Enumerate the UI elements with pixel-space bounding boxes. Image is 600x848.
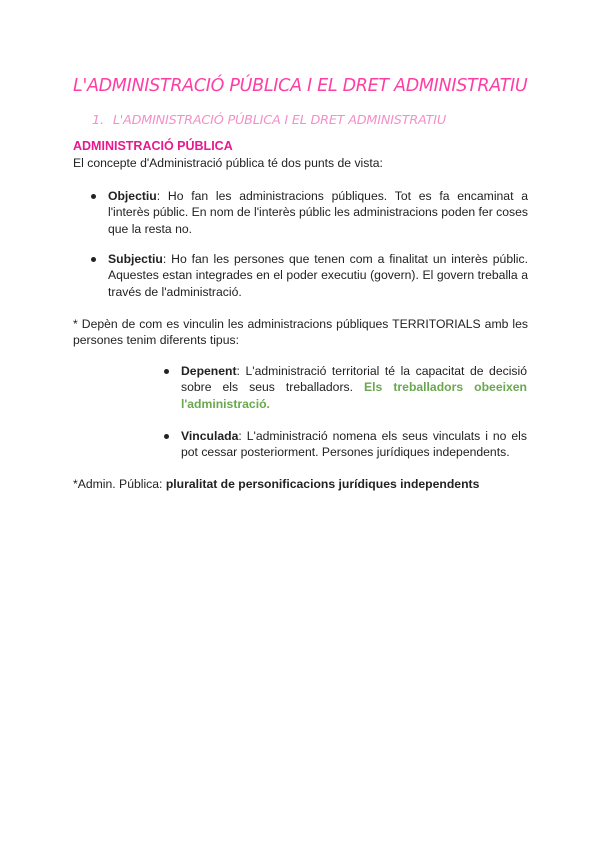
bullet-term: Objectiu [108, 189, 157, 203]
bullet-text: : Ho fan les administracions públiques. Tot es fa encaminat a l'interès públic. En nom de l'interès públic les administracions poden fer coses que la resta no. [108, 189, 528, 236]
bullet-dot [164, 434, 169, 439]
bullet-subjectiu [108, 251, 528, 300]
footer-prefix: *Admin. Pública: [73, 477, 166, 491]
footer-definition [73, 476, 479, 492]
bullet-dot [91, 257, 96, 262]
bullet-text: : L'administració nomena els seus vinculats i no els pot cessar posteriorment. Persones jurídiques independents. [181, 429, 527, 460]
subtitle-number: 1. [92, 113, 104, 128]
bullet-dot [91, 194, 96, 199]
sub-bullet-vinculada [181, 428, 527, 461]
bullet-term: Subjectiu [108, 252, 163, 266]
bullet-term: Depenent [181, 364, 237, 378]
highlight-text: Els treballadors obeeixen l'administració. [181, 380, 527, 411]
sub-bullet-depenent [181, 363, 527, 412]
footer-bold: pluralitat de personificacions jurídiques independents [165, 477, 480, 491]
bullet-dot [164, 369, 169, 374]
bullet-text: : Ho fan les persones que tenen com a finalitat un interès públic. Aquestes estan integrades en el poder executiu (govern). El govern treballa a través de l'administració. [108, 252, 528, 299]
bullet-objectiu [108, 188, 528, 237]
bullet-text: : L'administració territorial té la capacitat de decisió sobre els seus treballadors. [181, 364, 527, 395]
section-heading: ADMINISTRACIÓ PÚBLICA [73, 139, 233, 153]
page-title: L'ADMINISTRACIÓ PÚBLICA I EL DRET ADMINISTRATIU [73, 76, 528, 96]
bullet-term: Vinculada [181, 429, 239, 443]
note-paragraph: * Depèn de com es vinculin les administracions públiques TERRITORIALS amb les persones tenim diferents tipus: [73, 317, 528, 347]
subtitle-text: L'ADMINISTRACIÓ PÚBLICA I EL DRET ADMINISTRATIU [112, 113, 447, 128]
intro-paragraph: El concepte d'Administració pública té dos punts de vista: [73, 156, 383, 170]
section-subtitle [92, 113, 446, 128]
